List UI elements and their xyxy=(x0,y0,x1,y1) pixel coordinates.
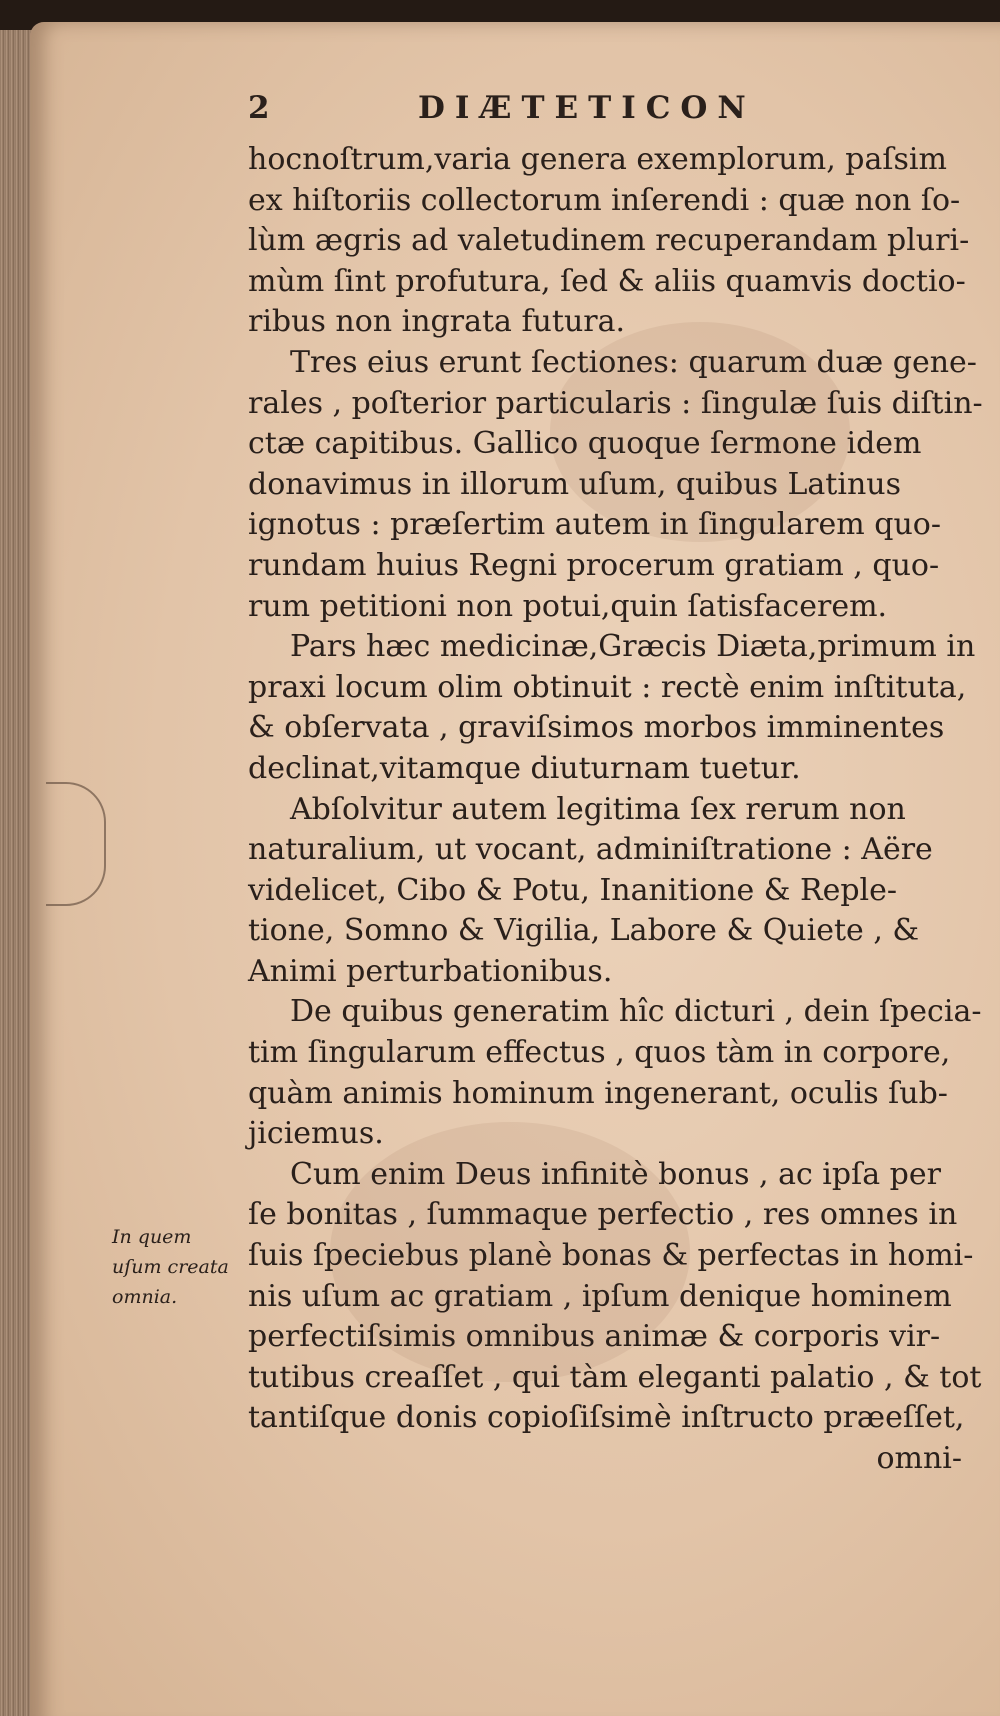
text-line: mùm ſint profutura, ſed & aliis quamvis doctio- xyxy=(248,263,966,299)
text-line: Animi perturbationibus. xyxy=(248,953,613,989)
page-header xyxy=(248,88,968,140)
text-line: tantiſque donis copioſiſsimè inſtructo præeſſet, xyxy=(248,1400,965,1436)
text-line: hocnoſtrum,varia genera exemplorum, paſsim xyxy=(248,142,947,177)
marginal-note-line: In quem xyxy=(112,1226,192,1248)
text-line: ſuis ſpeciebus planè bonas & perfectas in homi- xyxy=(248,1238,974,1274)
text-line: donavimus in illorum uſum, quibus Latinus xyxy=(248,466,901,502)
marginal-note-line: omnia. xyxy=(112,1286,178,1308)
marginal-note xyxy=(112,1222,240,1312)
text-line: rundam huius Regni procerum gratiam , quo- xyxy=(248,547,940,583)
text-line: ignotus : præſertim autem in ſingularem quo- xyxy=(248,507,941,543)
text-line: ribus non ingrata futura. xyxy=(248,304,626,340)
text-line: nis uſum ac gratiam , ipſum denique hominem xyxy=(248,1278,952,1314)
text-line: quàm animis hominum ingenerant, oculis ſub- xyxy=(248,1075,948,1111)
text-line: tim ſingularum effectus , quos tàm in corpore, xyxy=(248,1035,951,1071)
text-line: ex hiſtoriis collectorum inſerendi : quæ non ſo- xyxy=(248,182,961,218)
text-line: rum petitioni non potui,quin ſatisfacerem. xyxy=(248,588,888,624)
text-line: declinat,vitamque diuturnam tuetur. xyxy=(248,750,801,786)
text-line: ctæ capitibus. Gallico quoque ſermone idem xyxy=(248,426,922,462)
text-line: ſe bonitas , ſummaque perfectio , res omnes in xyxy=(248,1197,958,1233)
text-block xyxy=(248,88,983,1480)
paragraph-first-line: Tres eius erunt ſectiones: quarum duæ gene- xyxy=(290,344,977,380)
text-line: videlicet, Cibo & Potu, Inanitione & Reple- xyxy=(248,872,898,908)
text-line: praxi locum olim obtinuit : rectè enim inſtituta, xyxy=(248,669,967,705)
text-line: lùm ægris ad valetudinem recuperandam pluri- xyxy=(248,223,970,259)
text-line: tione, Somno & Vigilia, Labore & Quiete , & xyxy=(248,913,920,949)
paragraph-first-line: Abſolvitur autem legitima ſex rerum non xyxy=(290,791,906,827)
text-line: tutibus creaſſet , qui tàm eleganti palatio , & tot xyxy=(248,1359,982,1395)
text-line: rales , poſterior particularis : ſingulæ ſuis diſtin- xyxy=(248,385,983,421)
text-line: jiciemus. xyxy=(248,1116,384,1152)
marginal-note-line: uſum creata xyxy=(112,1256,229,1278)
text-line: perfectiſsimis omnibus animæ & corporis vir- xyxy=(248,1319,941,1355)
paragraph-first-line: De quibus generatim hîc dicturi , dein ſpecia- xyxy=(290,994,982,1030)
paragraph-first-line: Cum enim Deus infinitè bonus , ac ipſa per xyxy=(290,1156,941,1192)
running-head: DIÆTETICON xyxy=(418,90,756,126)
text-line: naturalium, ut vocant, adminiſtratione : Aëre xyxy=(248,832,933,868)
catchword: omni- xyxy=(876,1441,962,1476)
text-line: & obſervata , graviſsimos morbos imminentes xyxy=(248,710,945,746)
paragraph-first-line: Pars hæc medicinæ,Græcis Diæta,primum in xyxy=(290,629,976,665)
page-clip-mark xyxy=(46,782,106,906)
page-number: 2 xyxy=(248,90,270,126)
